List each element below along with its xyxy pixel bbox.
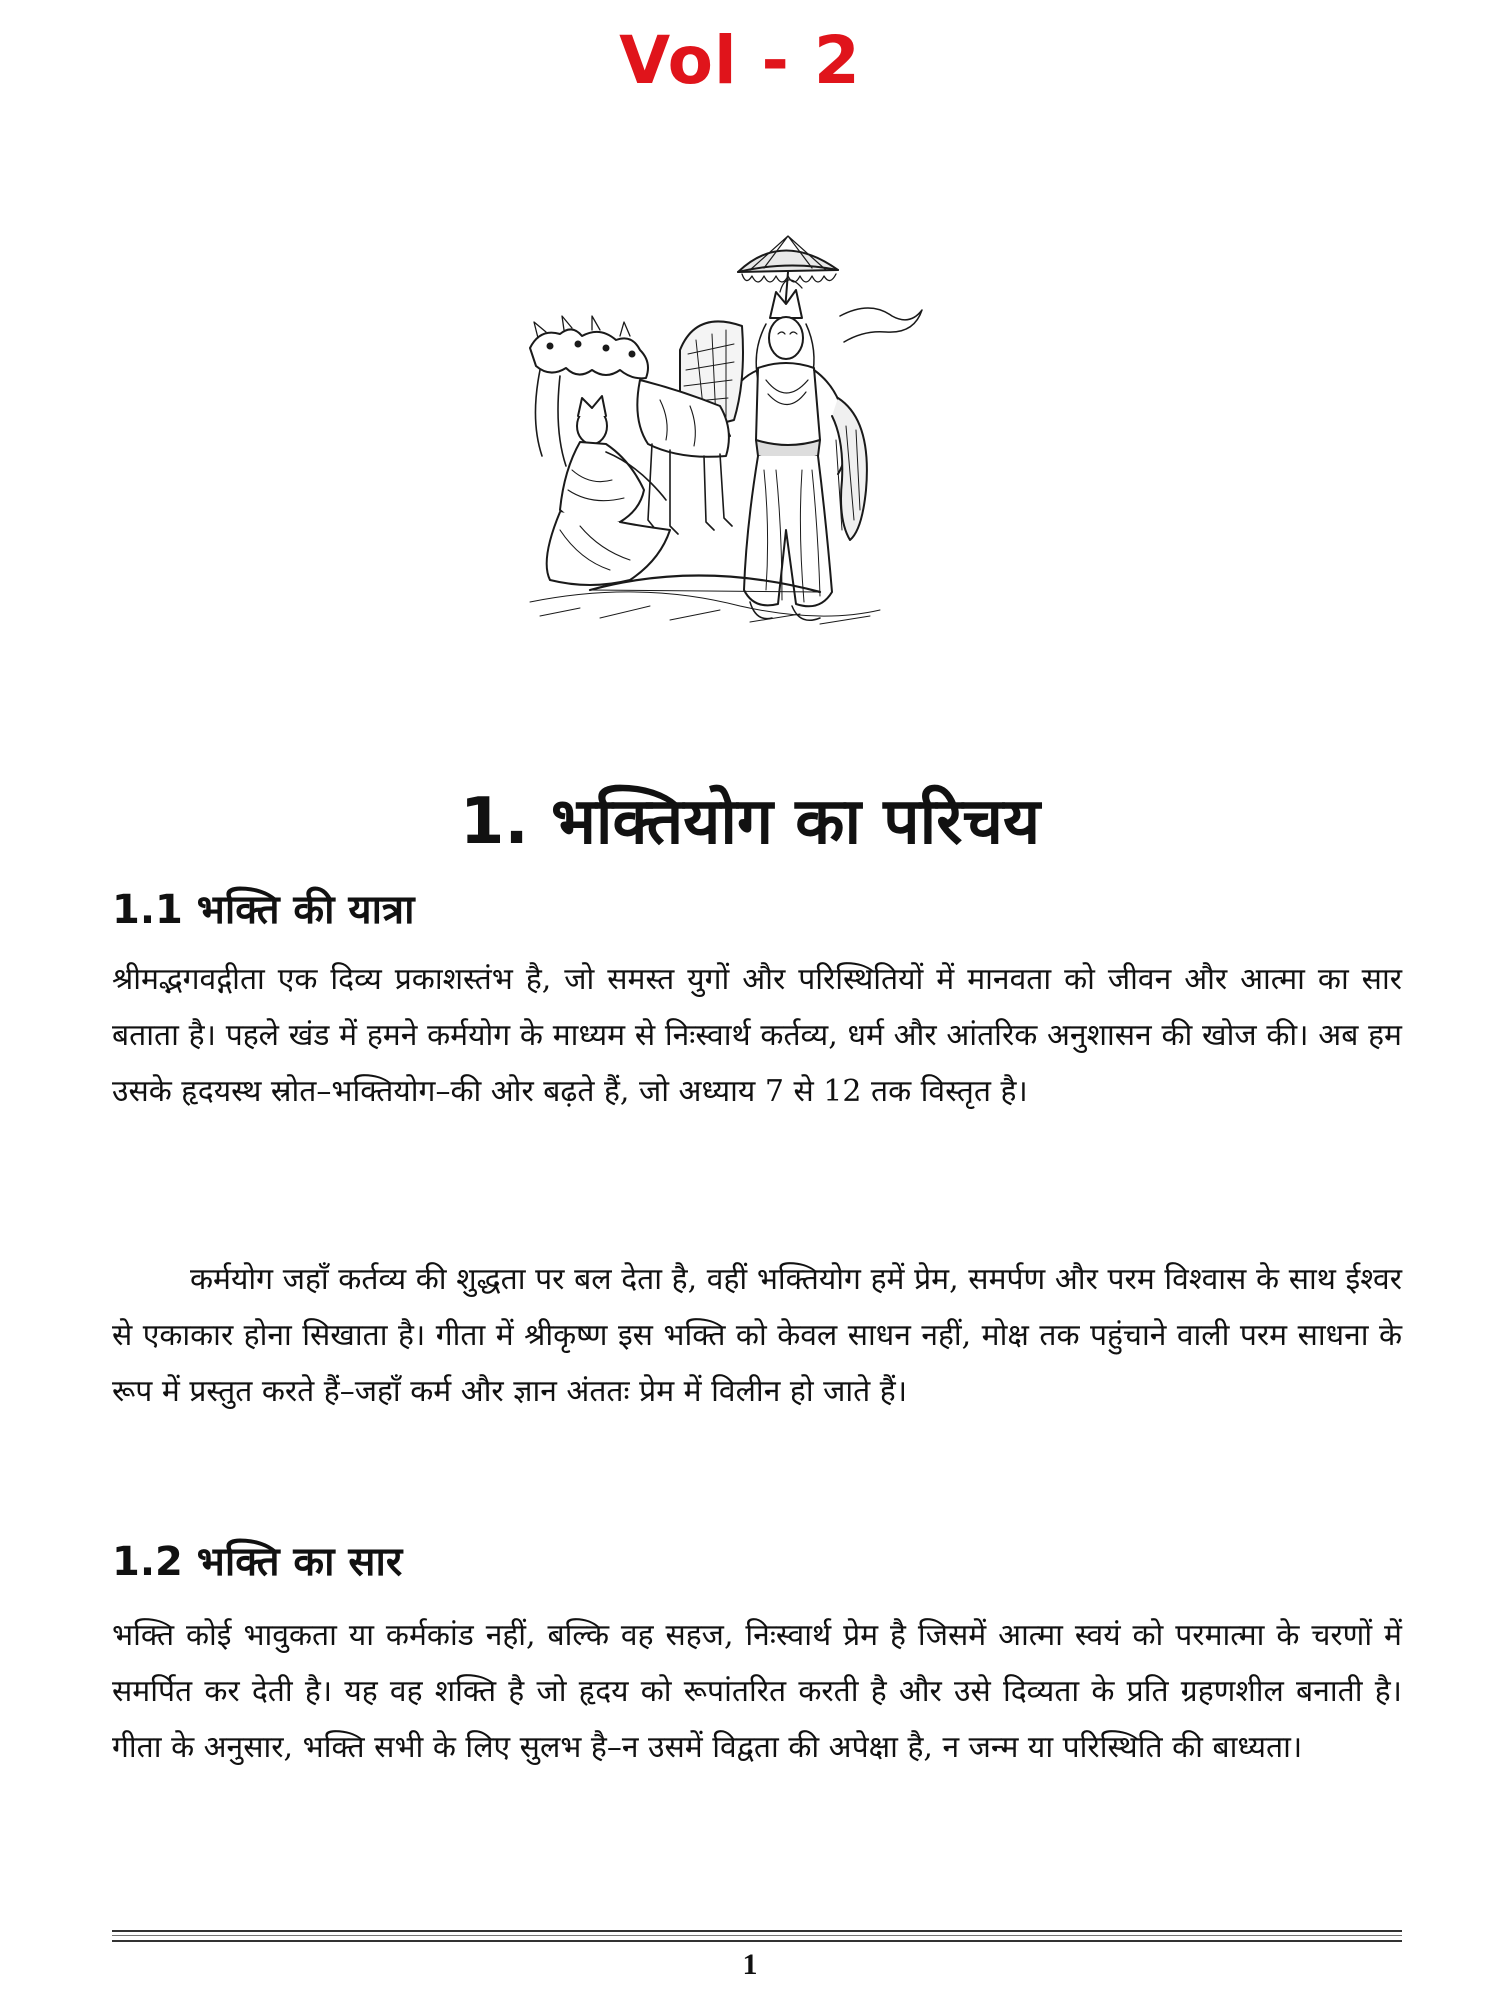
footer-divider xyxy=(112,1930,1402,1942)
paragraph: भक्ति कोई भावुकता या कर्मकांड नहीं, बल्कि वह सहज, निःस्वार्थ प्रेम है जिसमें आत्मा स्वयं को परमात्मा के चरणों में समर्पित कर देती है। यह वह शक्ति है जो हृदय को रूपांतरित करती है और उसे दिव्यता के प्रति ग्रहणशील बनाती है। गीता के अनुसार, भक्ति सभी के लिए सुलभ है–न उसमें विद्वता की अपेक्षा है, न जन्म या परिस्थिति की बाध्यता। xyxy=(112,1618,1402,1765)
krishna-arjuna-chariot-illustration xyxy=(520,230,980,730)
section-heading: 1.2 भक्ति का सार xyxy=(112,1539,403,1585)
volume-label: Vol - 2 xyxy=(619,22,861,99)
page-number: 1 xyxy=(742,1948,758,1981)
section-heading: 1.1 भक्ति की यात्रा xyxy=(112,887,415,933)
paragraph: श्रीमद्भगवद्गीता एक दिव्य प्रकाशस्तंभ है, जो समस्त युगों और परिस्थितियों में मानवता को जीवन और आत्मा का सार बताता है। पहले खंड में हमने कर्मयोग के माध्यम से निःस्वार्थ कर्तव्य, धर्म और आंतरिक अनुशासन की खोज की। अब हम उसके हृदयस्थ स्रोत–भक्तियोग–की ओर बढ़ते हैं, जो अध्याय 7 से 12 तक विस्तृत है। xyxy=(112,962,1402,1109)
paragraph: कर्मयोग जहाँ कर्तव्य की शुद्धता पर बल देता है, वहीं भक्तियोग हमें प्रेम, समर्पण और परम विश्वास के साथ ईश्वर से एकाकार होना सिखाता है। गीता में श्रीकृष्ण इस भक्ति को केवल साधन नहीं, मोक्ष तक पहुंचाने वाली परम साधना के रूप में प्रस्तुत करते हैं–जहाँ कर्म और ज्ञान अंततः प्रेम में विलीन हो जाते हैं। xyxy=(112,1262,1402,1409)
chapter-title: 1. भक्तियोग का परिचय xyxy=(459,785,1041,859)
